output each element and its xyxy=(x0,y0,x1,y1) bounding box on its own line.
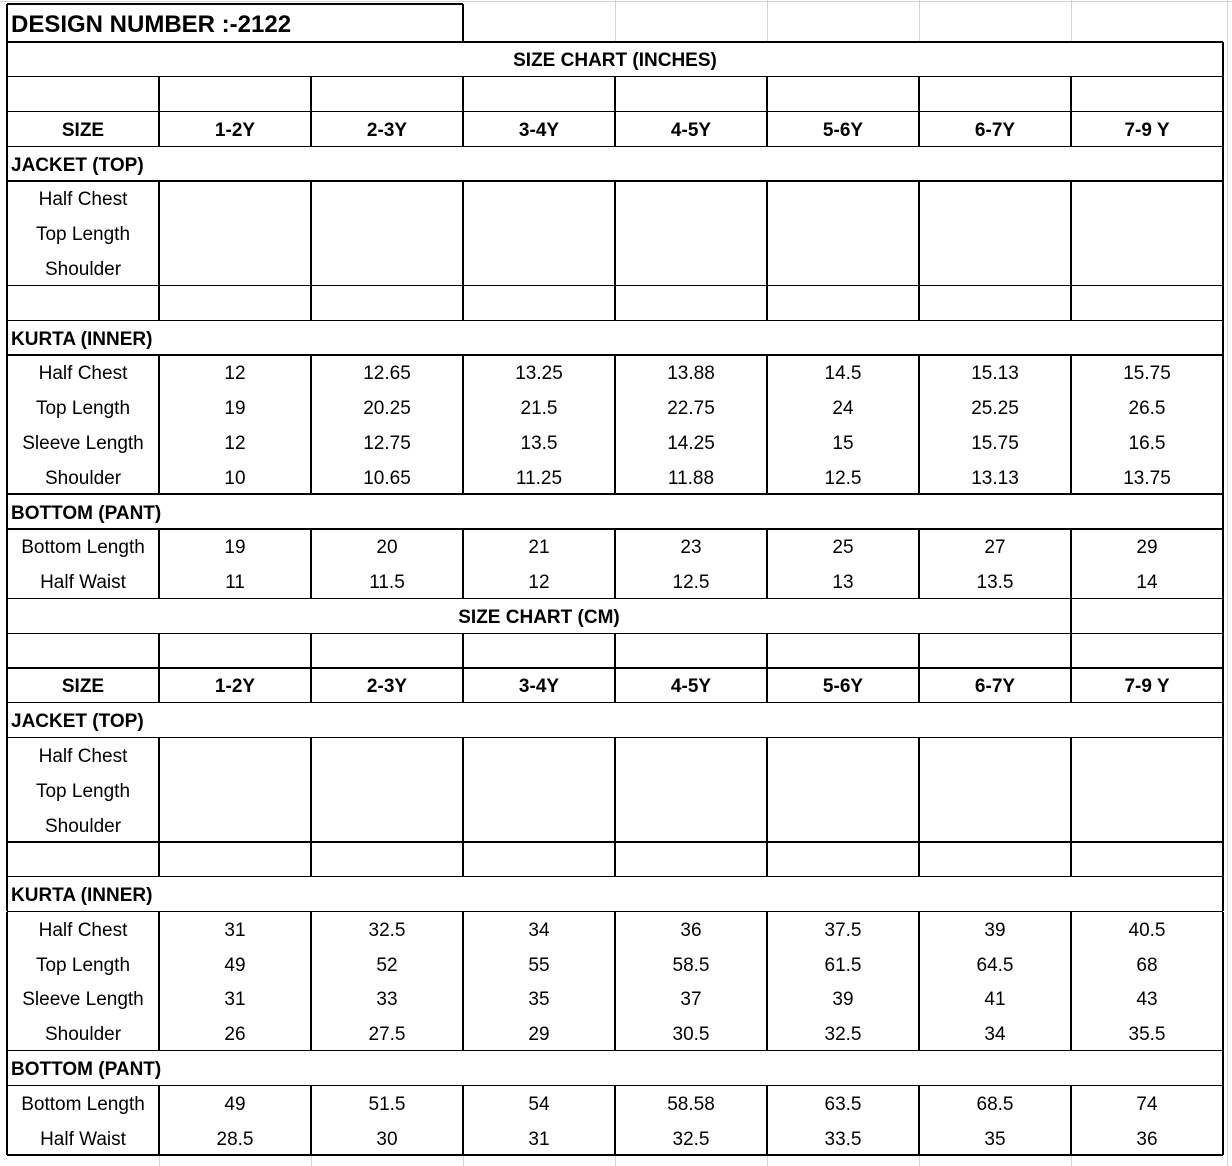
measurement-value xyxy=(615,251,767,286)
measurement-value xyxy=(919,216,1071,251)
size-header: 3-4Y xyxy=(518,119,560,141)
measurement-value xyxy=(311,251,463,286)
measurement-value xyxy=(767,251,919,286)
size-header: 3-4Y xyxy=(518,676,560,698)
column-rule xyxy=(310,738,311,877)
measurement-label: Half Chest xyxy=(38,189,128,211)
column-rule xyxy=(919,0,920,42)
kurta-group-heading: KURTA (INNER) xyxy=(11,328,153,350)
size-header: 1-2Y xyxy=(214,676,256,698)
size-label: SIZE xyxy=(61,676,105,698)
column-rule xyxy=(766,77,767,112)
measurement-value xyxy=(919,738,1071,773)
measurement-value xyxy=(311,181,463,216)
measurement-value: 19 xyxy=(224,398,246,420)
measurement-value xyxy=(1071,738,1223,773)
measurement-value: 35 xyxy=(984,1128,1006,1150)
measurement-value xyxy=(159,251,311,286)
column-rule xyxy=(918,912,919,1051)
measurement-label: Top Length xyxy=(35,780,131,802)
column-rule xyxy=(1070,1085,1071,1155)
column-rule xyxy=(310,1085,311,1155)
measurement-value: 14.5 xyxy=(824,363,862,385)
column-rule xyxy=(1070,355,1071,494)
measurement-label: Shoulder xyxy=(44,467,122,489)
section-title: SIZE CHART (INCHES) xyxy=(513,50,717,72)
column-rule xyxy=(6,181,7,320)
column-rule xyxy=(462,633,463,668)
measurement-value xyxy=(463,251,615,286)
measurement-value: 51.5 xyxy=(368,1093,406,1115)
measurement-label: Sleeve Length xyxy=(22,432,144,454)
measurement-label: Shoulder xyxy=(44,1024,122,1046)
measurement-value: 49 xyxy=(224,1093,246,1115)
column-rule xyxy=(1071,0,1072,42)
column-rule xyxy=(1222,1085,1223,1155)
size-header: 6-7Y xyxy=(974,676,1016,698)
measurement-value xyxy=(159,807,311,842)
measurement-label: Shoulder xyxy=(44,259,122,281)
kurta-group-heading: KURTA (INNER) xyxy=(11,885,153,907)
measurement-value: 13.88 xyxy=(667,363,715,385)
measurement-value: 49 xyxy=(224,954,246,976)
row-rule xyxy=(7,3,463,5)
measurement-value: 41 xyxy=(984,989,1006,1011)
column-rule xyxy=(918,529,919,599)
design-number-title: DESIGN NUMBER :-2122 xyxy=(11,11,292,38)
column-rule xyxy=(766,181,767,320)
column-rule xyxy=(918,77,919,112)
column-rule xyxy=(6,77,7,112)
column-rule xyxy=(615,0,616,42)
column-rule xyxy=(6,598,7,633)
measurement-value: 35 xyxy=(528,989,550,1011)
column-rule xyxy=(918,738,919,877)
measurement-value: 40.5 xyxy=(1128,919,1166,941)
measurement-value xyxy=(463,216,615,251)
measurement-value: 16.5 xyxy=(1128,432,1166,454)
measurement-value: 12 xyxy=(528,572,550,594)
measurement-value: 13.13 xyxy=(971,467,1019,489)
column-rule xyxy=(1227,0,1228,1166)
column-rule xyxy=(1222,529,1223,599)
measurement-value xyxy=(1071,772,1223,807)
column-rule xyxy=(462,529,463,599)
measurement-value: 28.5 xyxy=(216,1128,254,1150)
size-header: 2-3Y xyxy=(366,676,408,698)
column-rule xyxy=(158,355,159,494)
measurement-value: 27.5 xyxy=(368,1024,406,1046)
measurement-value: 37.5 xyxy=(824,919,862,941)
measurement-value: 12.5 xyxy=(672,572,710,594)
column-rule xyxy=(462,1085,463,1155)
measurement-value xyxy=(767,738,919,773)
size-header: 1-2Y xyxy=(214,119,256,141)
measurement-value: 29 xyxy=(1136,537,1158,559)
size-header: 5-6Y xyxy=(822,676,864,698)
column-rule xyxy=(614,738,615,877)
measurement-value xyxy=(311,216,463,251)
measurement-value: 13.25 xyxy=(515,363,563,385)
measurement-value: 68 xyxy=(1136,954,1158,976)
measurement-value: 11.5 xyxy=(369,572,405,594)
measurement-value: 30 xyxy=(376,1128,398,1150)
measurement-label: Top Length xyxy=(35,224,131,246)
measurement-value: 36 xyxy=(680,919,702,941)
measurement-value: 58.5 xyxy=(672,954,710,976)
measurement-value xyxy=(159,772,311,807)
measurement-label: Half Chest xyxy=(38,745,128,767)
measurement-value: 22.75 xyxy=(667,398,715,420)
measurement-label: Bottom Length xyxy=(21,1093,145,1115)
measurement-value xyxy=(463,738,615,773)
column-rule xyxy=(6,42,7,77)
column-rule xyxy=(310,529,311,599)
column-rule xyxy=(462,4,464,42)
measurement-value xyxy=(919,772,1071,807)
size-label: SIZE xyxy=(61,119,105,141)
size-header: 7-9 Y xyxy=(1124,676,1170,698)
column-rule xyxy=(1070,738,1071,877)
measurement-value: 14.25 xyxy=(667,432,715,454)
measurement-value: 64.5 xyxy=(976,954,1014,976)
measurement-value: 34 xyxy=(528,919,550,941)
row-rule xyxy=(7,41,1223,42)
jacket-group-heading: JACKET (TOP) xyxy=(11,154,144,176)
measurement-value xyxy=(615,807,767,842)
column-rule xyxy=(1070,912,1071,1051)
measurement-value: 31 xyxy=(528,1128,550,1150)
column-rule xyxy=(158,529,159,599)
measurement-value: 36 xyxy=(1136,1128,1158,1150)
measurement-value: 21 xyxy=(528,537,550,559)
measurement-value: 33 xyxy=(376,989,398,1011)
size-header: 6-7Y xyxy=(974,119,1016,141)
column-rule xyxy=(462,355,463,494)
measurement-value: 31 xyxy=(224,919,246,941)
column-rule xyxy=(918,633,919,668)
measurement-value: 11 xyxy=(225,572,245,594)
measurement-value: 15.13 xyxy=(971,363,1019,385)
column-rule xyxy=(614,181,615,320)
measurement-value: 31 xyxy=(224,989,246,1011)
column-rule xyxy=(6,355,7,494)
measurement-value: 26.5 xyxy=(1128,398,1166,420)
measurement-value: 14 xyxy=(1136,572,1158,594)
measurement-value: 15.75 xyxy=(1123,363,1171,385)
column-rule xyxy=(766,529,767,599)
column-rule xyxy=(1222,42,1223,77)
column-rule xyxy=(158,181,159,320)
measurement-value xyxy=(767,216,919,251)
measurement-value xyxy=(311,807,463,842)
measurement-value xyxy=(919,181,1071,216)
measurement-value xyxy=(615,738,767,773)
measurement-value: 29 xyxy=(528,1024,550,1046)
measurement-value: 23 xyxy=(680,537,702,559)
measurement-value: 37 xyxy=(680,989,702,1011)
measurement-value: 54 xyxy=(528,1093,550,1115)
column-rule xyxy=(1222,738,1223,877)
measurement-value: 35.5 xyxy=(1128,1024,1166,1046)
measurement-value: 58.58 xyxy=(667,1093,715,1115)
column-rule xyxy=(766,912,767,1051)
column-rule xyxy=(918,355,919,494)
measurement-value: 21.5 xyxy=(520,398,558,420)
measurement-value: 15.75 xyxy=(971,432,1019,454)
measurement-label: Bottom Length xyxy=(21,537,145,559)
measurement-value: 11.88 xyxy=(667,467,715,489)
column-rule xyxy=(614,912,615,1051)
column-rule xyxy=(1222,633,1223,668)
column-rule xyxy=(462,738,463,877)
measurement-value: 11.25 xyxy=(515,467,563,489)
column-rule xyxy=(1222,598,1223,633)
column-rule xyxy=(1222,181,1223,320)
column-rule xyxy=(310,912,311,1051)
row-rule xyxy=(7,1154,1223,1155)
column-rule xyxy=(6,912,7,1051)
column-rule xyxy=(158,912,159,1051)
column-rule xyxy=(6,1085,7,1155)
column-rule xyxy=(158,77,159,112)
measurement-value: 68.5 xyxy=(976,1093,1014,1115)
column-rule xyxy=(766,355,767,494)
measurement-value: 25.25 xyxy=(971,398,1019,420)
jacket-group-heading: JACKET (TOP) xyxy=(11,711,144,733)
column-rule xyxy=(614,355,615,494)
measurement-value: 43 xyxy=(1136,989,1158,1011)
measurement-value: 12 xyxy=(224,363,246,385)
measurement-value: 10.65 xyxy=(363,467,411,489)
column-rule xyxy=(1222,912,1223,1051)
measurement-label: Half Waist xyxy=(40,1128,126,1150)
measurement-label: Top Length xyxy=(35,954,131,976)
column-rule xyxy=(1070,77,1071,112)
measurement-value: 32.5 xyxy=(368,919,406,941)
measurement-value xyxy=(615,181,767,216)
measurement-value: 27 xyxy=(984,537,1006,559)
measurement-value: 74 xyxy=(1136,1093,1158,1115)
measurement-label: Half Chest xyxy=(38,919,128,941)
measurement-value xyxy=(767,772,919,807)
measurement-value xyxy=(615,216,767,251)
measurement-value: 12.5 xyxy=(824,467,862,489)
column-rule xyxy=(462,912,463,1051)
measurement-value: 33.5 xyxy=(824,1128,862,1150)
column-rule xyxy=(1222,355,1223,494)
measurement-value: 52 xyxy=(376,954,398,976)
measurement-value: 15 xyxy=(832,432,854,454)
measurement-value xyxy=(1071,216,1223,251)
measurement-value xyxy=(1071,807,1223,842)
measurement-value: 55 xyxy=(528,954,550,976)
measurement-value: 13 xyxy=(832,572,854,594)
column-rule xyxy=(1070,633,1071,668)
column-rule xyxy=(614,633,615,668)
column-rule xyxy=(462,77,463,112)
column-rule xyxy=(310,633,311,668)
column-rule xyxy=(6,738,7,877)
measurement-value xyxy=(159,181,311,216)
measurement-value: 63.5 xyxy=(824,1093,862,1115)
measurement-value xyxy=(463,181,615,216)
column-rule xyxy=(6,4,8,42)
column-rule xyxy=(6,529,7,599)
column-rule xyxy=(1070,529,1071,599)
column-rule xyxy=(766,738,767,877)
size-header: 4-5Y xyxy=(670,119,712,141)
measurement-value: 32.5 xyxy=(824,1024,862,1046)
column-rule xyxy=(918,181,919,320)
column-rule xyxy=(614,1085,615,1155)
measurement-value: 20 xyxy=(376,537,398,559)
measurement-label: Half Chest xyxy=(38,363,128,385)
measurement-value: 39 xyxy=(832,989,854,1011)
column-rule xyxy=(1222,77,1223,112)
measurement-value: 32.5 xyxy=(672,1128,710,1150)
size-header: 2-3Y xyxy=(366,119,408,141)
column-rule xyxy=(310,181,311,320)
measurement-value: 30.5 xyxy=(672,1024,710,1046)
size-header: 7-9 Y xyxy=(1124,119,1170,141)
column-rule xyxy=(158,633,159,668)
measurement-value: 13.5 xyxy=(520,432,558,454)
column-rule xyxy=(310,355,311,494)
measurement-value xyxy=(311,738,463,773)
measurement-value: 61.5 xyxy=(824,954,862,976)
measurement-value xyxy=(767,181,919,216)
row-rule xyxy=(7,598,1223,599)
measurement-value xyxy=(615,772,767,807)
column-rule xyxy=(614,529,615,599)
measurement-value: 20.25 xyxy=(363,398,411,420)
measurement-value: 12.65 xyxy=(363,363,411,385)
column-rule xyxy=(158,738,159,877)
column-rule xyxy=(158,1085,159,1155)
column-rule xyxy=(918,1085,919,1155)
bottom-group-heading: BOTTOM (PANT) xyxy=(11,1058,162,1080)
measurement-value: 12 xyxy=(224,432,246,454)
measurement-value xyxy=(463,807,615,842)
measurement-value: 13.5 xyxy=(976,572,1014,594)
measurement-value xyxy=(1071,251,1223,286)
column-rule xyxy=(310,77,311,112)
measurement-label: Shoulder xyxy=(44,815,122,837)
row-rule xyxy=(0,1,1232,2)
column-rule xyxy=(462,181,463,320)
measurement-value xyxy=(159,738,311,773)
measurement-value: 13.75 xyxy=(1123,467,1171,489)
measurement-value xyxy=(311,772,463,807)
measurement-value: 12.75 xyxy=(363,432,411,454)
measurement-value: 39 xyxy=(984,919,1006,941)
column-rule xyxy=(766,633,767,668)
measurement-value xyxy=(1071,181,1223,216)
measurement-value: 25 xyxy=(832,537,854,559)
measurement-value xyxy=(463,772,615,807)
column-rule xyxy=(614,77,615,112)
size-header: 5-6Y xyxy=(822,119,864,141)
column-rule xyxy=(6,633,7,668)
measurement-value: 26 xyxy=(224,1024,246,1046)
measurement-value xyxy=(159,216,311,251)
bottom-group-heading: BOTTOM (PANT) xyxy=(11,502,162,524)
measurement-value xyxy=(767,807,919,842)
measurement-value xyxy=(919,251,1071,286)
column-rule xyxy=(766,1085,767,1155)
measurement-label: Top Length xyxy=(35,398,131,420)
size-header: 4-5Y xyxy=(670,676,712,698)
column-rule xyxy=(767,0,768,42)
measurement-label: Sleeve Length xyxy=(22,989,144,1011)
measurement-value xyxy=(919,807,1071,842)
measurement-value: 34 xyxy=(984,1024,1006,1046)
measurement-value: 19 xyxy=(224,537,246,559)
column-rule xyxy=(1070,181,1071,320)
measurement-label: Half Waist xyxy=(40,572,126,594)
section-title: SIZE CHART (CM) xyxy=(458,606,620,628)
measurement-value: 10 xyxy=(224,467,246,489)
measurement-value: 24 xyxy=(832,398,854,420)
column-rule xyxy=(1070,598,1071,633)
